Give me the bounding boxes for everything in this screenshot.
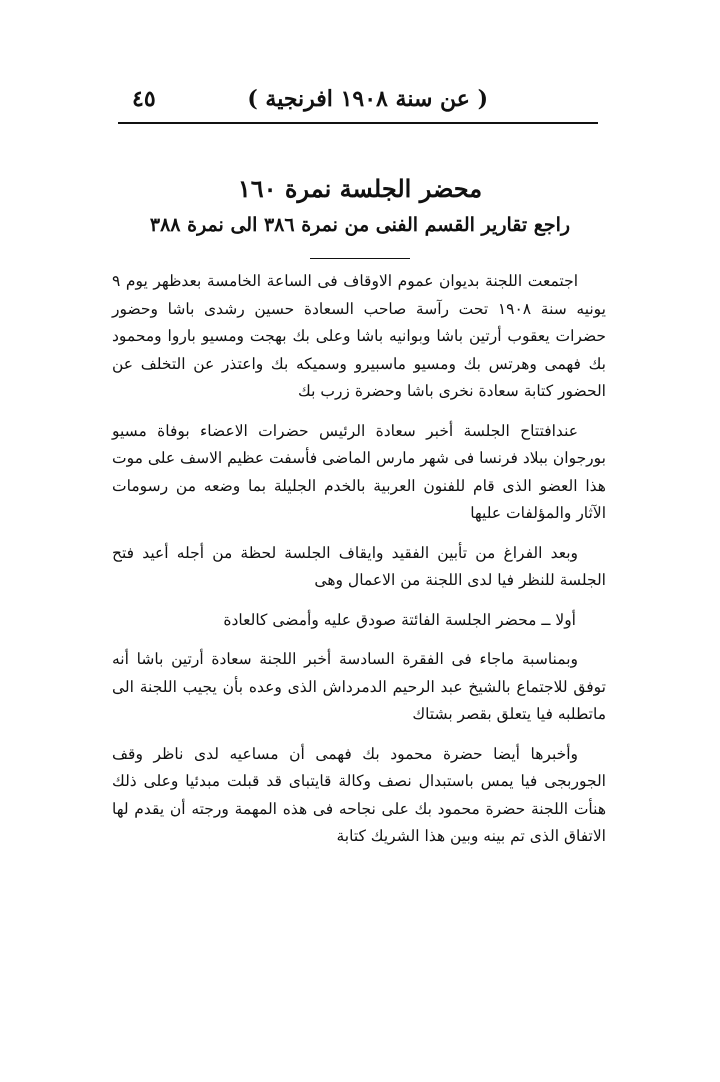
- paragraph-waqf-exchange: وأخبرها أيضا حضرة محمود بك فهمى أن مساعيه لدى ناظر وقف الجوربجى فيا يمس باستبدال نصف وكالة قايتباى قد قبلت مبدئيا وعلى ذلك هنأت اللجنة حضرة محمود بك على نجاحه فى هذه المهمة ورجته أن يقدم لها الاتفاق الذى تم بينه وبين هذا الشريك كتابة: [112, 744, 606, 845]
- header-rule: [118, 122, 598, 124]
- item-first: أولا ــ محضر الجلسة الفائتة صودق عليه وأمضى كالعادة: [223, 610, 576, 629]
- running-header: [118, 86, 598, 122]
- paragraph-attendance: اجتمعت اللجنة بديوان عموم الاوقاف فى الساعة الخامسة بعدظهر يوم ٩ يونيه سنة ١٩٠٨ تحت رآسة صاحب السعادة حسين رشدى باشا وحضور حضرات يعقوب أرتين باشا وبوانيه باشا وعلى بك بهجت ومسيو باروا ومحمود بك فهمى وهرتس بك ومسيو ماسبيرو وسميكه بك واعتذر عن التخلف عن الحضور كتابة سعادة نخرى باشا وحضرة زرب بك: [112, 272, 607, 400]
- running-header-title: ( عن سنة ١٩٠٨ افرنجية ): [247, 86, 488, 112]
- page-number: ٤٥: [132, 86, 156, 112]
- paragraph-resumption: وبعد الفراغ من تأبين الفقيد وايقاف الجلسة لحظة من أجله أعيد فتح الجلسة للنظر فيا لدى اللجنة من الاعمال وهى: [112, 543, 606, 589]
- body-text: [112, 268, 606, 863]
- session-subtitle: راجع تقارير القسم الفنى من نمرة ٣٨٦ الى نمرة ٣٨٨: [149, 214, 571, 236]
- title-rule: [310, 258, 410, 259]
- paragraph-bashtak-palace: وبمناسبة ماجاء فى الفقرة السادسة أخبر اللجنة سعادة أرتين باشا أنه توفق للاجتماع بالشيخ عبد الرحيم الدمرداش الذى وعده بأن يجيب اللجنة الى ماتطلبه فيا يتعلق بقصر بشتاك: [112, 650, 606, 723]
- paragraph-obituary: عندافتتاح الجلسة أخبر سعادة الرئيس حضرات الاعضاء بوفاة مسيو بورجوان ببلاد فرنسا فى شهر مارس الماضى فأسفت عظيم الاسف على موت هذا العضو الذى قام للفنون العربية بالخدم الجليلة بما وضعه من رسومات الآثار والمؤلفات عليها: [111, 421, 606, 522]
- session-title: محضر الجلسة نمرة ١٦٠: [237, 174, 483, 203]
